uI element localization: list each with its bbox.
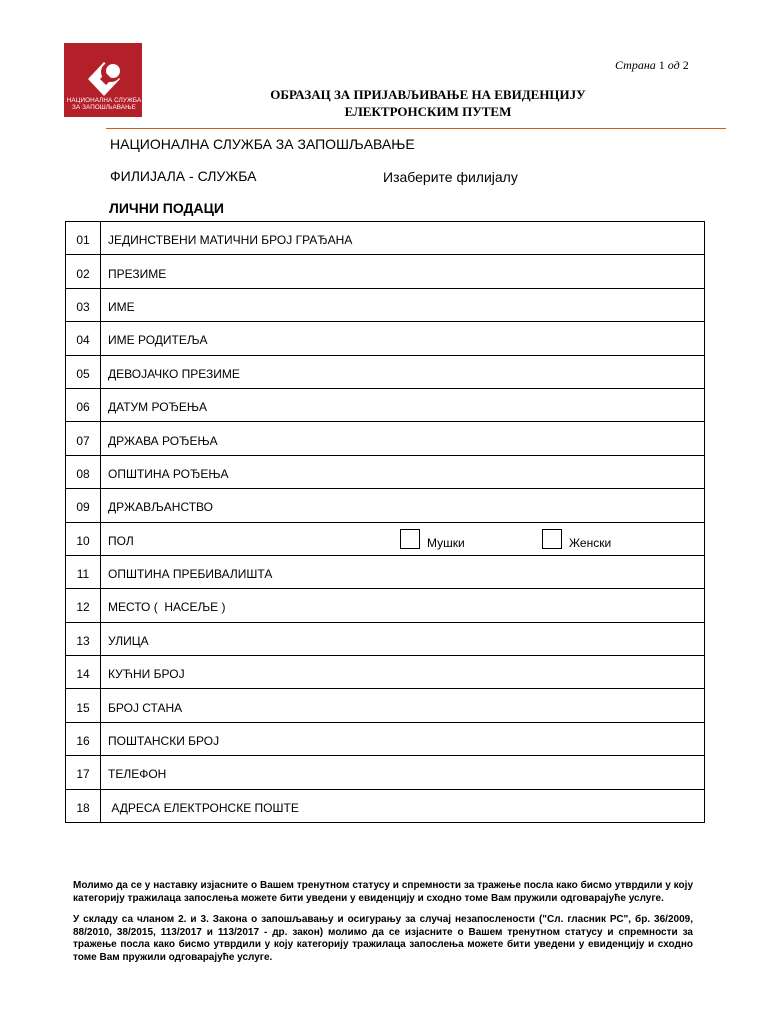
row-number: 12 bbox=[66, 589, 101, 622]
field-label: ИМЕ РОДИТЕЉА bbox=[108, 333, 208, 348]
row-number: 08 bbox=[66, 455, 101, 488]
field-birth-date[interactable] bbox=[101, 388, 705, 421]
field-phone[interactable] bbox=[101, 756, 705, 789]
male-checkbox[interactable] bbox=[400, 529, 420, 549]
personal-data-table bbox=[65, 221, 705, 823]
field-maiden-name[interactable] bbox=[101, 355, 705, 388]
table-row bbox=[66, 722, 705, 755]
field-postal-code[interactable] bbox=[101, 722, 705, 755]
field-street[interactable] bbox=[101, 622, 705, 655]
note-paragraph-1: Молимо да се у наставку изјасните о Вашем тренутном статусу и спремности за тражење посла како бисмо утврдили у коју категорију тражилаца запослења можете бити уведени у евиденцију и сходно томе Вам пружили одговарајуће услуге. bbox=[73, 880, 693, 904]
table-row bbox=[66, 589, 705, 622]
branch-label: ФИЛИЈАЛА - СЛУЖБА bbox=[110, 168, 257, 184]
page-of: од bbox=[667, 58, 680, 72]
row-number: 04 bbox=[66, 322, 101, 355]
form-title-line2: ЕЛЕКТРОНСКИМ ПУТЕМ bbox=[344, 104, 512, 119]
field-label: ТЕЛЕФОН bbox=[108, 767, 167, 782]
field-label: ИМЕ bbox=[108, 299, 135, 314]
form-title-line1: ОБРАЗАЦ ЗА ПРИЈАВЉИВАЊЕ НА ЕВИДЕНЦИЈУ bbox=[270, 87, 586, 102]
field-label: ОПШТИНА ПРЕБИВАЛИШТА bbox=[108, 567, 273, 582]
row-number: 03 bbox=[66, 288, 101, 321]
row-number: 17 bbox=[66, 756, 101, 789]
table-row bbox=[66, 288, 705, 321]
page-current: 1 bbox=[658, 58, 665, 72]
row-number: 18 bbox=[66, 789, 101, 822]
field-email[interactable] bbox=[101, 789, 705, 822]
row-number: 10 bbox=[66, 522, 101, 555]
branch-select[interactable]: Изаберите филијалу bbox=[383, 169, 518, 185]
table-row bbox=[66, 222, 705, 255]
field-apartment-number[interactable] bbox=[101, 689, 705, 722]
field-label: АДРЕСА ЕЛЕКТРОНСКЕ ПОШТЕ bbox=[108, 800, 299, 815]
field-label: УЛИЦА bbox=[108, 633, 149, 648]
field-label: КУЋНИ БРОЈ bbox=[108, 667, 185, 682]
row-number: 01 bbox=[66, 222, 101, 255]
table-row bbox=[66, 622, 705, 655]
field-surname[interactable] bbox=[101, 255, 705, 288]
row-number: 11 bbox=[66, 555, 101, 588]
female-label: Женски bbox=[569, 535, 612, 550]
table-row bbox=[66, 422, 705, 455]
row-number: 05 bbox=[66, 355, 101, 388]
field-place[interactable] bbox=[101, 589, 705, 622]
organization-name: НАЦИОНАЛНА СЛУЖБА ЗА ЗАПОШЉАВАЊЕ bbox=[110, 136, 415, 152]
female-checkbox[interactable] bbox=[542, 529, 562, 549]
field-label: БРОЈ СТАНА bbox=[108, 700, 183, 715]
row-number: 13 bbox=[66, 622, 101, 655]
field-birth-municipality[interactable] bbox=[101, 455, 705, 488]
field-jmbg[interactable] bbox=[101, 222, 705, 255]
row-number: 07 bbox=[66, 422, 101, 455]
row-number: 09 bbox=[66, 489, 101, 522]
field-label: ПОШТАНСКИ БРОЈ bbox=[108, 734, 220, 749]
field-label: ДЕВОЈАЧКО ПРЕЗИМЕ bbox=[108, 366, 240, 381]
field-label: ДАТУМ РОЂЕЊА bbox=[108, 400, 208, 415]
table-row bbox=[66, 789, 705, 822]
row-number: 14 bbox=[66, 656, 101, 689]
field-label: ДРЖАВА РОЂЕЊА bbox=[108, 433, 218, 448]
table-row bbox=[66, 756, 705, 789]
field-label: ЈЕДИНСТВЕНИ МАТИЧНИ БРОЈ ГРАЂАНА bbox=[108, 233, 353, 248]
table-row bbox=[66, 656, 705, 689]
row-number: 02 bbox=[66, 255, 101, 288]
form-title bbox=[200, 86, 656, 120]
field-parent-name[interactable] bbox=[101, 322, 705, 355]
row-number: 06 bbox=[66, 388, 101, 421]
field-house-number[interactable] bbox=[101, 656, 705, 689]
field-gender bbox=[101, 522, 705, 555]
field-label: ПОЛ bbox=[108, 533, 134, 548]
field-label: ОПШТИНА РОЂЕЊА bbox=[108, 466, 229, 481]
note-paragraph-2: У складу са чланом 2. и 3. Закона о запошљавању и осигурању за случај незапослености ("Сл. гласник РС", бр. 36/2009, 88/2010, 38/2015, 113/2017 и 113/2017 - др. закон) молимо да се изјасните о Вашем тренутном статусу и спремности за тражење посла како бисмо утврдили у коју категорију тражилаца запослења можете бити уведени у евиденцију и сходно томе Вам пружили одговарајуће услуге. bbox=[73, 914, 693, 963]
field-name[interactable] bbox=[101, 288, 705, 321]
field-label: ДРЖАВЉАНСТВО bbox=[108, 500, 213, 515]
table-row bbox=[66, 388, 705, 421]
table-row bbox=[66, 255, 705, 288]
field-label: ПРЕЗИМЕ bbox=[108, 266, 167, 281]
section-title: ЛИЧНИ ПОДАЦИ bbox=[109, 200, 224, 216]
table-row bbox=[66, 522, 705, 555]
male-label: Мушки bbox=[427, 535, 465, 550]
notes bbox=[73, 880, 693, 973]
table-row bbox=[66, 455, 705, 488]
table-row bbox=[66, 355, 705, 388]
header-divider bbox=[106, 128, 726, 129]
table-row bbox=[66, 322, 705, 355]
logo-text: НАЦИОНАЛНА СЛУЖБА ЗА ЗАПОШЉАВАЊЕ bbox=[66, 97, 142, 111]
field-citizenship[interactable] bbox=[101, 489, 705, 522]
page-label: Страна bbox=[615, 58, 656, 72]
table-row bbox=[66, 489, 705, 522]
table-row bbox=[66, 555, 705, 588]
page-number bbox=[615, 58, 689, 73]
row-number: 16 bbox=[66, 722, 101, 755]
table-row bbox=[66, 689, 705, 722]
page-total: 2 bbox=[682, 58, 689, 72]
row-number: 15 bbox=[66, 689, 101, 722]
field-residence-municipality[interactable] bbox=[101, 555, 705, 588]
field-birth-country[interactable] bbox=[101, 422, 705, 455]
field-label: МЕСТО ( НАСЕЉЕ ) bbox=[108, 600, 226, 615]
